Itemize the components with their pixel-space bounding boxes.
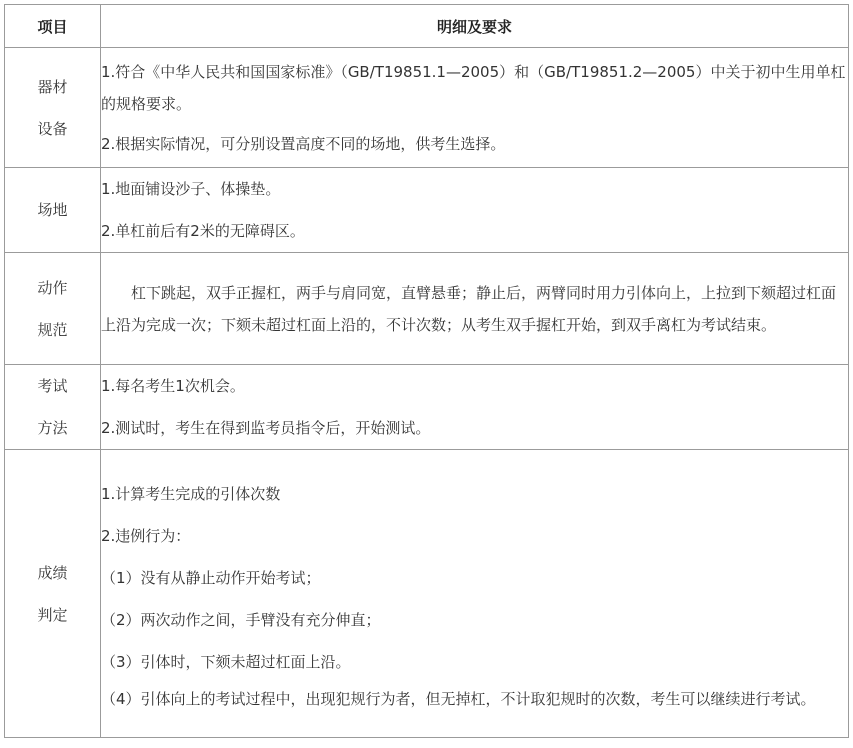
item-label: 场地	[37, 201, 68, 219]
detail-line: 1.计算考生完成的引体次数	[101, 484, 281, 503]
detail-line: 1.符合《中华人民共和国国家标准》（GB/T19851.1—2005）和（GB/T19851.2—2005）中关于初中生用单杠的规格要求。	[101, 62, 846, 113]
detail-line: （1）没有从静止动作开始考试；	[101, 568, 321, 587]
detail-line: 2.测试时，考生在得到监考员指令后，开始测试。	[101, 419, 431, 437]
item-label: 方法	[37, 419, 68, 437]
detail-line: 2.根据实际情况，可分别设置高度不同的场地，供考生选择。	[101, 134, 506, 153]
detail-line: 1.每名考生1次机会。	[101, 377, 245, 395]
item-label: 动作	[37, 278, 68, 297]
item-cell	[5, 450, 101, 738]
detail-cell	[101, 365, 849, 450]
detail-line: （2）两次动作之间，手臂没有充分伸直；	[101, 610, 381, 629]
requirements-table	[4, 4, 849, 738]
item-label: 规范	[37, 320, 68, 339]
detail-cell	[101, 48, 849, 168]
detail-cell	[101, 450, 849, 738]
table-row-scoring	[5, 450, 849, 738]
table-row-method	[5, 365, 849, 450]
detail-line: 2.违例行为：	[101, 526, 191, 545]
detail-line: 杠下跳起，双手正握杠，两手与肩同宽，直臂悬垂；静止后，两臂同时用力引体向上，上拉到下颏超过杠面上沿为完成一次；下颏未超过杠面上沿的，不计次数；从考生双手握杠开始，到双手离杠为考试结束。	[101, 283, 837, 334]
detail-line: （3）引体时，下颏未超过杠面上沿。	[101, 652, 351, 671]
item-label: 器材	[37, 77, 68, 96]
table-row-equipment	[5, 48, 849, 168]
header-row	[5, 5, 849, 48]
item-label: 考试	[37, 377, 68, 395]
header-item: 项目	[5, 5, 101, 48]
item-label: 成绩	[37, 563, 68, 582]
header-detail: 明细及要求	[101, 5, 849, 48]
item-cell	[5, 168, 101, 253]
detail-line: 1.地面铺设沙子、体操垫。	[101, 180, 281, 198]
detail-line: 2.单杠前后有2米的无障碍区。	[101, 222, 305, 240]
detail-cell	[101, 168, 849, 253]
table-row-venue	[5, 168, 849, 253]
item-cell	[5, 253, 101, 365]
item-label: 设备	[37, 119, 68, 138]
detail-cell	[101, 253, 849, 365]
item-label: 判定	[37, 605, 68, 624]
item-cell	[5, 365, 101, 450]
item-cell	[5, 48, 101, 168]
table-row-technique	[5, 253, 849, 365]
detail-line: （4）引体向上的考试过程中，出现犯规行为者，但无掉杠，不计取犯规时的次数，考生可以继续进行考试。	[101, 689, 816, 708]
